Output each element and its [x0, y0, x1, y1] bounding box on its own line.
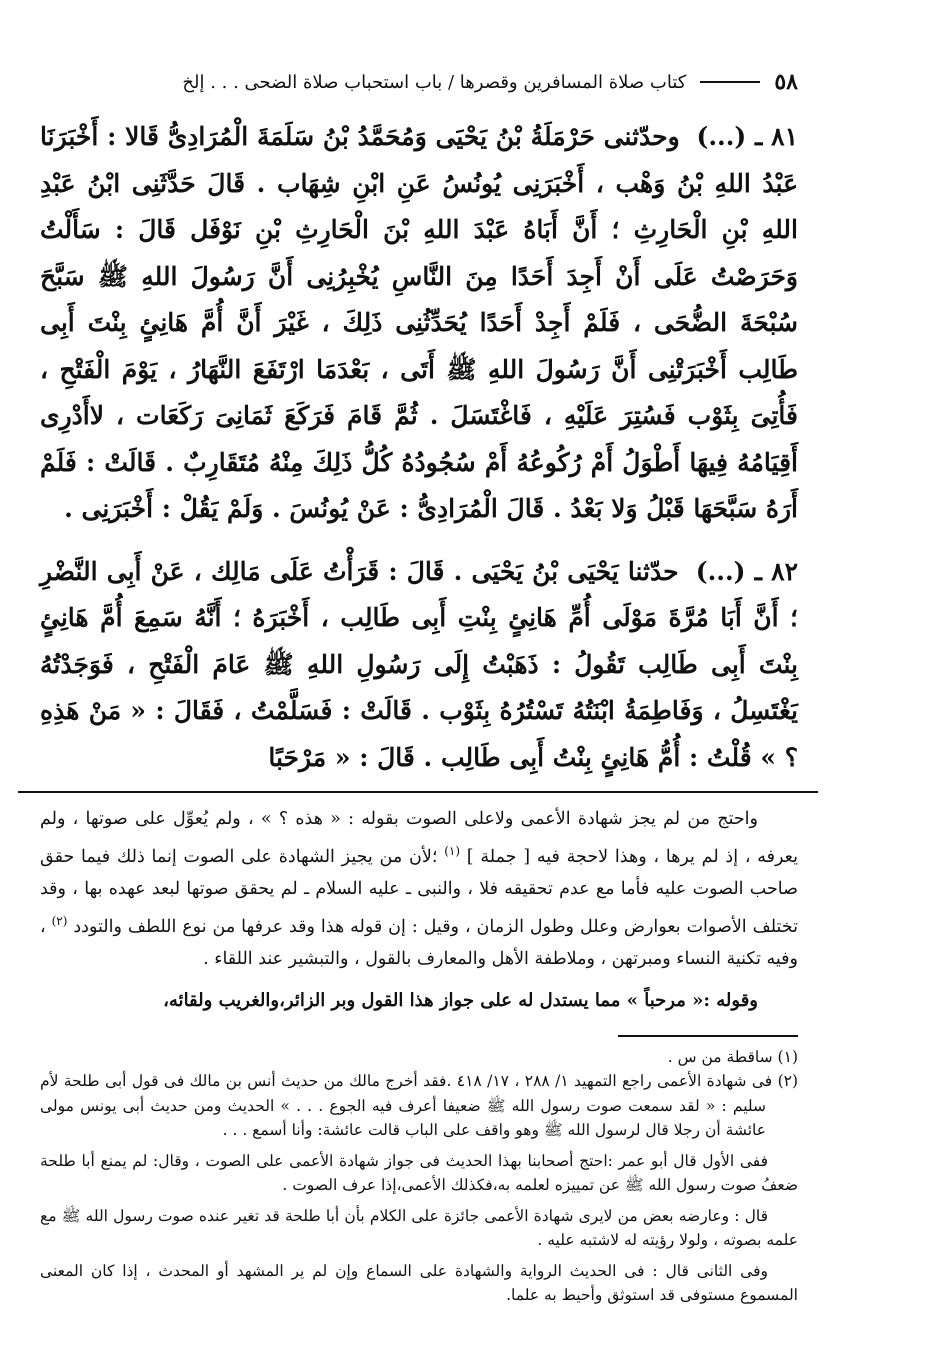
commentary	[40, 803, 798, 1017]
running-title: كتاب صلاة المسافرين وقصرها / باب استحباب صلاة الضحى . . . إلخ	[182, 71, 687, 93]
hadith-82	[40, 549, 798, 782]
hadith-81	[40, 114, 798, 533]
footnote-2: (٢) فى شهادة الأعمى راجع التمهيد ١/ ٢٨٨ ، ١٧/ ٤١٨ .فقد أخرج مالك من حديث أنس بن مالك فى قول أبى طلحة لأم سليم : « لقد سمعت صوت رسول الله ﷺ ضعيفا أعرف فيه الجوع . . . » الحديث ومن حديث أبى يونس مولى عائشة أن رجلا قال لرسول الله ﷺ وهو واقف على الباب قالت عائشة: وأنا أسمع . . .	[40, 1072, 799, 1140]
header-rule	[700, 81, 760, 83]
hadith-text: وحدّثنى حَرْمَلَةُ بْنُ يَحْيَى وَمُحَمَّدُ بْنُ سَلَمَةَ الْمُرَادِىُّ قَالا : أَخْبَرَنَا عَبْدُ اللهِ بْنُ وَهْب ، أَخْبَرَنِى يُونُسُ عَنِ ابْنِ شِهَاب . قَالَ حَدَّثَنِى ابْنُ عَبْدِ اللهِ بْنِ الْحَارِثِ ؛ أَنَّ أَبَاهُ عَبْدَ اللهِ بْنَ الْحَارِثِ بْنِ نَوْفَل قَالَ : سَأَلْتُ وَحَرَصْتُ عَلَى أَنْ أَجِدَ أَحَدًا مِنَ النَّاسِ يُخْبِرُنِى أَنَّ رَسُولَ اللهِ ﷺ سَبَّحَ سُبْحَةَ الضُّحَى ، فَلَمْ أَجِدْ أَحَدًا يُحَدِّثُنِى ذَلِكَ ، غَيْرَ أَنَّ أُمَّ هَانِئٍ بِنْتَ أَبِى طَالِب أَخْبَرَتْنِى أَنَّ رَسُولَ اللهِ ﷺ أَتَى ، بَعْدَمَا ارْتَفَعَ النَّهَارُ ، يَوْمَ الْفَتْحِ ، فَأُتِىَ بِثَوْب فَسُتِرَ عَلَيْهِ ، فَاغْتَسَلَ . ثُمَّ قَامَ فَرَكَعَ ثَمَانِىَ رَكَعَات ، لاأَدْرِى أَقِيَامُهُ فِيهَا أَطْوَلُ أَمْ رُكُوعُهُ أَمْ سُجُودُهُ كُلُّ ذَلِكَ مِنْهُ مُتَقَارِبٌ . قَالَتْ : فَلَمْ أَرَهُ سَبَّحَهَا قَبْلُ وَلا بَعْدُ . قَالَ الْمُرَادِىُّ : عَنْ يُونُسَ . وَلَمْ يَقُلْ : أَخْبَرَنِى .	[40, 122, 798, 523]
footnote-divider	[618, 1035, 798, 1037]
footnote-2-para-3: وفى الثانى قال : فى الحديث الرواية والشهادة على السماع وإن لم ير المشهد أو المحدث ، إذا كان المعنى المسموع مستوفى قد استوثق وأحيط به علما.	[40, 1261, 798, 1305]
footnote-ref-2[interactable]: (٢)	[51, 913, 68, 928]
running-header	[40, 62, 798, 102]
commentary-text: ، وفيه تكنية النساء ومبرتهن ، وملاطفة الأهل والمعارف بالقول ، والتبشير عند اللقاء .	[40, 916, 798, 969]
book-page	[40, 62, 798, 1342]
commentary-text: واحتج من لم يجز شهادة الأعمى ولاعلى الصوت بقوله : « هذه ؟ » ، ولم يُعوِّل على صوتها ، ولم يعرفه ، إذ لم يرها ، وهذا لاحجة فيه [ جملة ]	[40, 809, 798, 867]
footnote-1: (١) ساقطة من س .	[667, 1047, 798, 1066]
footnotes	[40, 1045, 798, 1308]
hadith-number: ٨١ ـ (...)	[696, 122, 799, 151]
footnote-2-para-2: قال : وعارضه بعض من لايرى شهادة الأعمى جائزة على الكلام بأن أبا طلحة قد تغير عنده صوت رسول الله ﷺ مع علمه بصوته ، ولولا رؤيته له لاشتبه عليه .	[40, 1206, 798, 1250]
footnote-ref-1[interactable]: (١)	[444, 844, 461, 858]
commentary-divider	[18, 791, 818, 793]
hadith-number: ٨٢ ـ (...)	[695, 556, 798, 586]
commentary-text: ؛لأن من يجيز الشهادة على الصوت إنما ذلك فيما حقق صاحب الصوت عليه فأما مع عدم تحقيقه فلا ، والنبى ـ عليه السلام ـ لم يحقق صوتها لبعد عهده بها ، وقد تختلف الأصوات بعوارض وعلل وطول الزمان ، وقيل : إن قوله هذا وقد عرفها من نوع اللطف والتودد	[40, 846, 798, 937]
page-number: ٥٨	[774, 69, 798, 95]
commentary-paragraph-2: وقوله :« مرحباً » مما يستدل له على جواز هذا القول وبر الزائر،والغريب ولقائه،	[163, 989, 758, 1011]
commentary-paragraph	[40, 803, 798, 975]
footnote-2-para-1: ففى الأول قال أبو عمر :احتج أصحابنا بهذا الحديث فى جواز شهادة الأعمى على الصوت ، وقال: لم يمنع أبا طلحة ضعفُ صوت رسول الله ﷺ عن تمييزه لعلمه به،فكذلك الأعمى،إذا عرف الصوت .	[40, 1151, 798, 1195]
hadith-text: حدّثنا يَحْيَى بْنُ يَحْيَى . قَالَ : قَرَأْتُ عَلَى مَالِك ، عَنْ أَبِى النَّضْرِ ؛ أَنَّ أَبَا مُرَّةَ مَوْلَى أُمِّ هَانِئٍ بِنْتِ أَبِى طَالِب ، أَخْبَرَهُ ؛ أَنَّهُ سَمِعَ أُمَّ هَانِئٍ بِنْتَ أَبِى طَالِب تَقُولُ : ذَهَبْتُ إِلَى رَسُولِ اللهِ ﷺ عَامَ الْفَتْحِ ، فَوَجَدْتُهُ يَغْتَسِلُ ، وَفَاطِمَةُ ابْنَتُهُ تَسْتُرُهُ بِثَوْب . قَالَتْ : فَسَلَّمْتُ ، فَقَالَ : « مَنْ هَذِهِ ؟ » قُلْتُ : أُمُّ هَانِئٍ بِنْتُ أَبِى طَالِب . قَالَ : « مَرْحَبًا	[40, 556, 798, 772]
